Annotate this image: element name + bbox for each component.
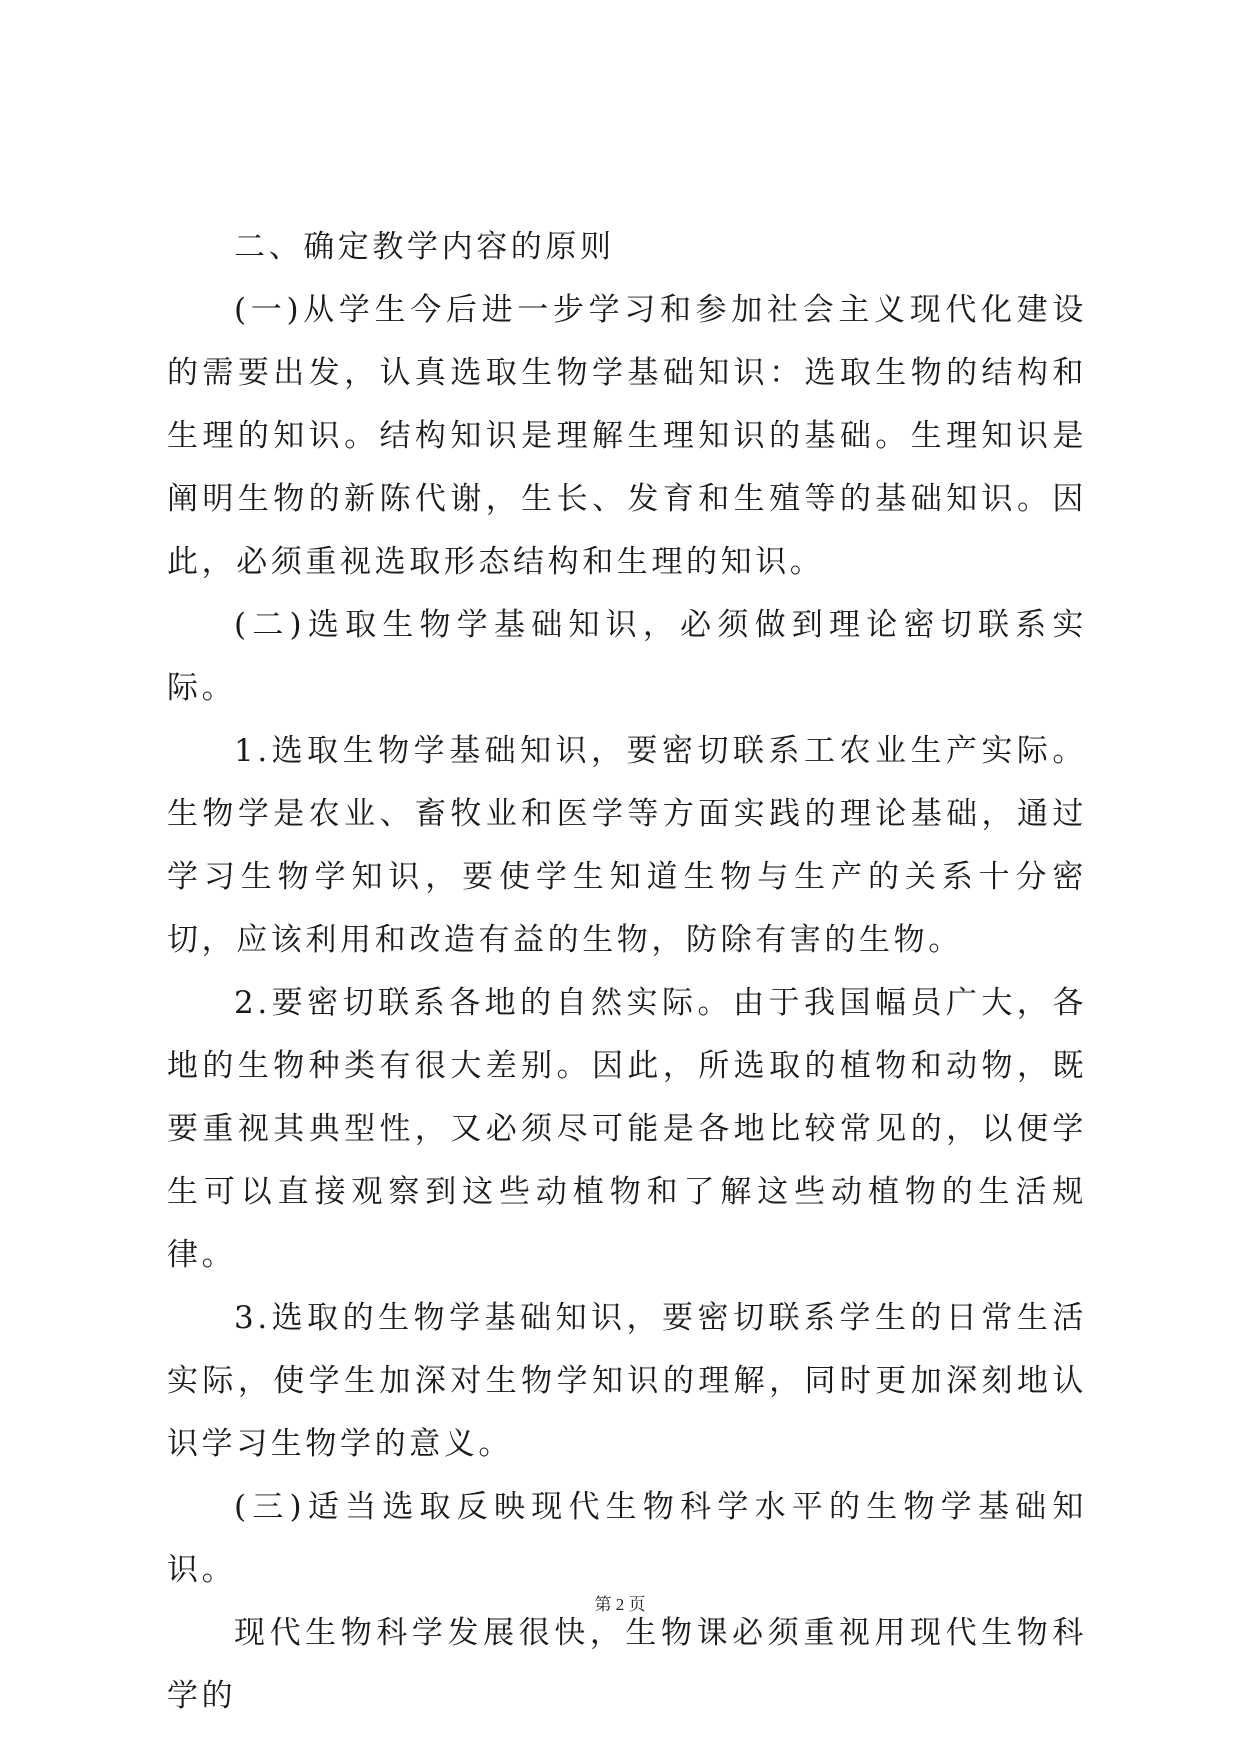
page-number: 第 2 页 — [594, 1595, 646, 1614]
paragraph: 现代生物科学发展很快，生物课必须重视用现代生物科学的 — [167, 1615, 1087, 1714]
paragraph: (一)从学生今后进一步学习和参加社会主义现代化建设的需要出发，认真选取生物学基础知识：选取生物的结构和生理的知识。结构知识是理解生理知识的基础。生理知识是阐明生物的新陈代谢，生长、发育和生殖等的基础知识。因此，必须重视选取形态结构和生理的知识。 — [167, 292, 1087, 580]
document-body — [167, 216, 1087, 1728]
paragraph: (三)适当选取反映现代生物科学水平的生物学基础知识。 — [167, 1489, 1087, 1588]
paragraph: 2.要密切联系各地的自然实际。由于我国幅员广大，各地的生物种类有很大差别。因此，所选取的植物和动物，既要重视其典型性，又必须尽可能是各地比较常见的，以便学生可以直接观察到这些动植物和了解这些动植物的生活规律。 — [167, 985, 1087, 1273]
section-heading: 二、确定教学内容的原则 — [234, 229, 615, 265]
paragraph: 3.选取的生物学基础知识，要密切联系学生的日常生活实际，使学生加深对生物学知识的理解，同时更加深刻地认识学习生物学的意义。 — [167, 1300, 1087, 1462]
paragraph: 1.选取生物学基础知识，要密切联系工农业生产实际。生物学是农业、畜牧业和医学等方面实践的理论基础，通过学习生物学知识，要使学生知道生物与生产的关系十分密切，应该利用和改造有益的生物，防除有害的生物。 — [167, 733, 1087, 958]
paragraph: (二)选取生物学基础知识，必须做到理论密切联系实际。 — [167, 607, 1087, 706]
